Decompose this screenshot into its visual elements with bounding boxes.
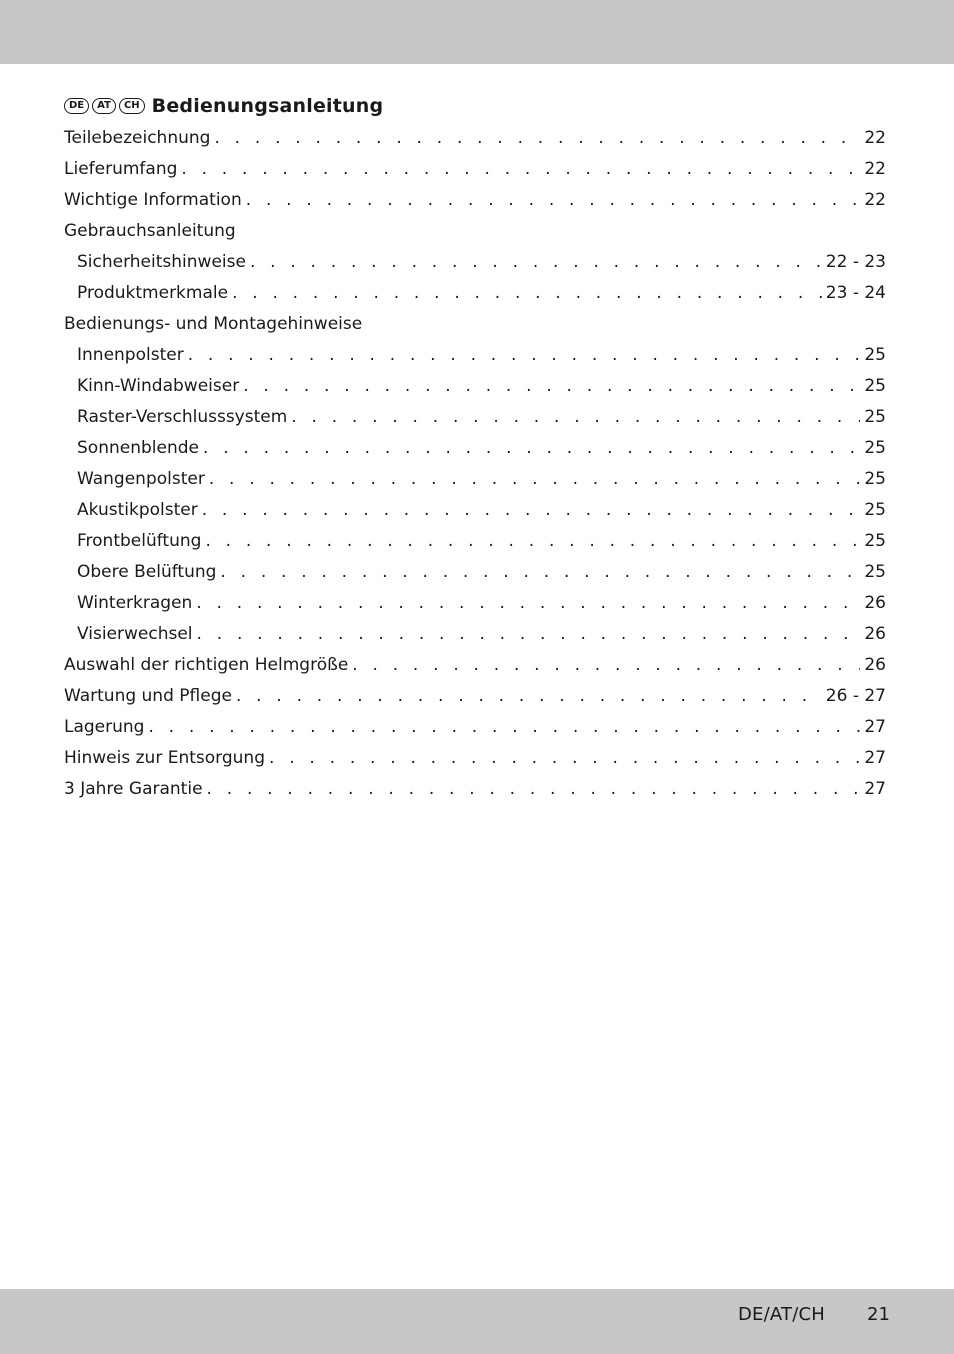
toc-dot-leader — [205, 531, 860, 551]
toc-dot-leader — [214, 128, 860, 148]
toc-entry[interactable] — [64, 711, 886, 742]
toc-dot-leader — [291, 407, 860, 427]
toc-dot-leader — [203, 438, 860, 458]
toc-entry[interactable] — [64, 525, 886, 556]
section-heading — [64, 92, 383, 120]
toc-entry[interactable] — [64, 587, 886, 618]
toc-entry-label: Gebrauchsanleitung — [64, 220, 236, 241]
toc-entry-label: Wichtige Information — [64, 189, 242, 210]
toc-dot-leader — [236, 686, 822, 706]
toc-entry-page: 25 — [864, 468, 886, 489]
toc-entry[interactable] — [64, 463, 886, 494]
toc-entry-label: Auswahl der richtigen Helmgröße — [64, 654, 349, 675]
toc-entry-label: Sicherheitshinweise — [77, 251, 246, 272]
table-of-contents — [64, 122, 886, 804]
toc-entry-label: Kinn-Windabweiser — [77, 375, 240, 396]
toc-entry[interactable] — [64, 742, 886, 773]
top-band — [0, 0, 954, 64]
toc-entry-page: 25 — [864, 530, 886, 551]
toc-entry[interactable] — [64, 680, 886, 711]
toc-entry[interactable] — [64, 649, 886, 680]
toc-dot-leader — [207, 779, 861, 799]
toc-entry-label: Bedienungs- und Montagehinweise — [64, 313, 363, 334]
toc-dot-leader — [220, 562, 860, 582]
toc-dot-leader — [202, 500, 861, 520]
toc-entry-label: 3 Jahre Garantie — [64, 778, 203, 799]
toc-entry[interactable] — [64, 432, 886, 463]
toc-dot-leader — [188, 345, 861, 365]
toc-dot-leader — [197, 624, 861, 644]
toc-entry[interactable] — [64, 618, 886, 649]
toc-dot-leader — [232, 283, 822, 303]
toc-entry[interactable] — [64, 370, 886, 401]
toc-entry-label: Winterkragen — [77, 592, 193, 613]
toc-section[interactable] — [64, 308, 886, 339]
badge-de: DE — [64, 98, 89, 114]
toc-entry[interactable] — [64, 773, 886, 804]
toc-dot-leader — [269, 748, 860, 768]
toc-dot-leader — [148, 717, 860, 737]
toc-entry-page: 25 — [864, 561, 886, 582]
toc-entry-page: 25 — [864, 437, 886, 458]
toc-entry-label: Akustikpolster — [77, 499, 198, 520]
toc-entry-page: 23 - 24 — [825, 282, 886, 303]
toc-entry-page: 27 — [864, 778, 886, 799]
toc-entry[interactable] — [64, 401, 886, 432]
toc-entry-page: 26 - 27 — [825, 685, 886, 706]
toc-dot-leader — [250, 252, 822, 272]
toc-entry[interactable] — [64, 153, 886, 184]
toc-dot-leader — [196, 593, 860, 613]
toc-entry-page: 26 — [864, 623, 886, 644]
toc-entry-label: Teilebezeichnung — [64, 127, 211, 148]
toc-dot-leader — [243, 376, 860, 396]
badge-ch: CH — [119, 98, 145, 114]
toc-entry-label: Wangenpolster — [77, 468, 205, 489]
toc-entry-page: 27 — [864, 716, 886, 737]
badge-at: AT — [92, 98, 116, 114]
toc-entry-label: Lagerung — [64, 716, 145, 737]
toc-entry[interactable] — [64, 339, 886, 370]
toc-entry-page: 25 — [864, 375, 886, 396]
toc-entry-page: 25 — [864, 406, 886, 427]
toc-entry-page: 26 — [864, 654, 886, 675]
toc-entry-label: Raster-Verschlusssystem — [77, 406, 288, 427]
toc-entry-label: Lieferumfang — [64, 158, 178, 179]
toc-dot-leader — [209, 469, 861, 489]
toc-entry-label: Frontbelüftung — [77, 530, 202, 551]
toc-entry[interactable] — [64, 246, 886, 277]
toc-entry-page: 25 — [864, 344, 886, 365]
toc-entry-page: 22 — [864, 158, 886, 179]
footer-page-number: 21 — [867, 1304, 890, 1325]
toc-dot-leader — [246, 190, 861, 210]
toc-entry-label: Obere Belüftung — [77, 561, 217, 582]
toc-entry-page: 26 — [864, 592, 886, 613]
toc-entry-page: 25 — [864, 499, 886, 520]
footer-region: DE/AT/CH — [738, 1304, 825, 1325]
page-title: Bedienungsanleitung — [151, 95, 384, 117]
toc-entry-page: 22 — [864, 189, 886, 210]
toc-entry-page: 27 — [864, 747, 886, 768]
toc-entry-page: 22 — [864, 127, 886, 148]
toc-dot-leader — [352, 655, 860, 675]
toc-entry[interactable] — [64, 494, 886, 525]
toc-entry[interactable] — [64, 277, 886, 308]
toc-entry[interactable] — [64, 556, 886, 587]
toc-section[interactable] — [64, 215, 886, 246]
toc-entry-label: Produktmerkmale — [77, 282, 229, 303]
toc-entry-label: Innenpolster — [77, 344, 184, 365]
toc-entry-page: 22 - 23 — [825, 251, 886, 272]
toc-entry-label: Wartung und Pflege — [64, 685, 232, 706]
toc-dot-leader — [181, 159, 860, 179]
toc-entry[interactable] — [64, 184, 886, 215]
toc-entry-label: Visierwechsel — [77, 623, 193, 644]
toc-entry-label: Hinweis zur Entsorgung — [64, 747, 265, 768]
toc-entry-label: Sonnenblende — [77, 437, 199, 458]
toc-entry[interactable] — [64, 122, 886, 153]
